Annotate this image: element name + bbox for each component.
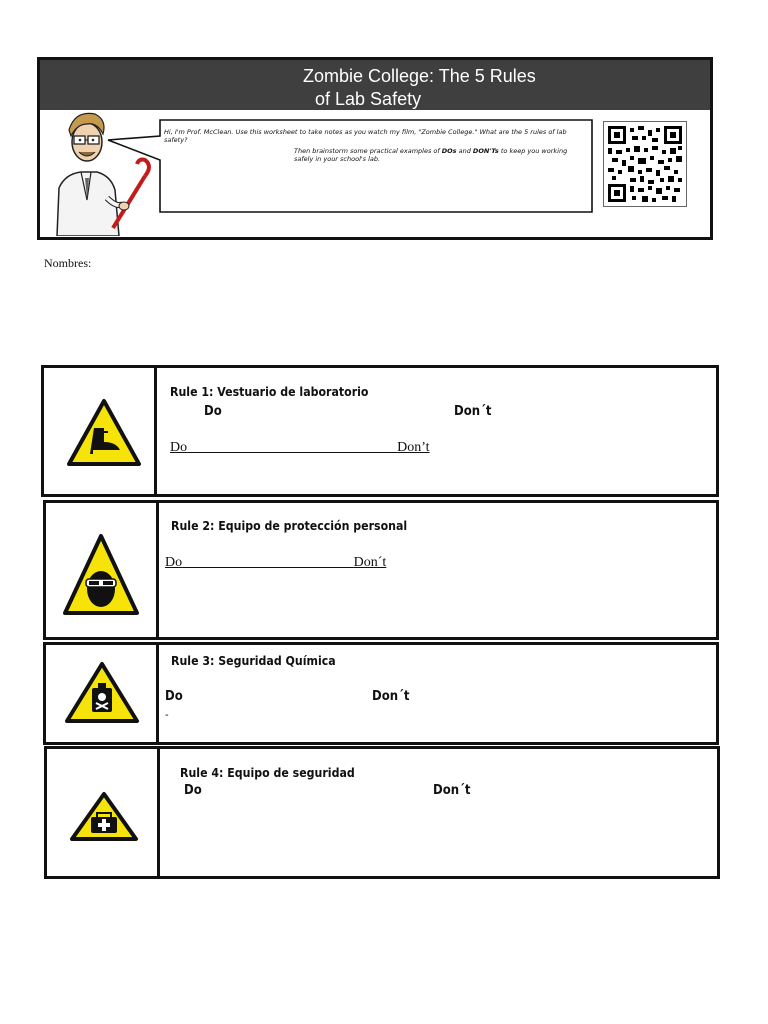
- rule-1-do-label: Do: [204, 404, 222, 419]
- intro-text: [164, 128, 584, 167]
- rule-4-icon-cell: [47, 749, 160, 876]
- rule-4-box: [44, 746, 720, 879]
- rule-1-icon-cell: [44, 368, 157, 494]
- title-bar: [40, 60, 710, 110]
- rule-3-dont-label: Don´t: [372, 689, 410, 704]
- intro-paragraph-1: Hi, I'm Prof. McClean. Use this worksheet to take notes as you watch my film, "Zombie College." What are the 5 rules of lab safety?: [164, 128, 567, 145]
- rule-1-box: [41, 365, 719, 497]
- worksheet-header: [37, 57, 713, 240]
- rule-3-icon-cell: [46, 645, 159, 742]
- title-line-2: of Lab Safety: [315, 89, 422, 109]
- goggles-warning-icon: [62, 533, 140, 617]
- boot-warning-icon: [66, 398, 142, 468]
- rule-1-notes-line[interactable]: Do Don’t: [170, 440, 430, 455]
- rule-2-box: [43, 500, 719, 640]
- poison-bottle-warning-icon: [64, 661, 140, 725]
- names-label: Nombres:: [44, 256, 92, 270]
- rule-1-dont-label: Don´t: [454, 404, 492, 419]
- rule-4-do-label: Do: [184, 783, 202, 798]
- rule-4-title: Rule 4: Equipo de seguridad: [180, 765, 355, 780]
- first-aid-kit-warning-icon: [69, 791, 139, 843]
- intro-paragraph-2-end: to keep you working safely in your school's lab.: [294, 147, 568, 164]
- qr-code-icon: [603, 121, 687, 207]
- rule-3-dash: -: [165, 709, 169, 721]
- intro-dos: DOs: [441, 147, 457, 156]
- intro-donts: DON'Ts: [472, 147, 499, 156]
- rule-3-do-label: Do: [165, 689, 183, 704]
- rule-2-title: Rule 2: Equipo de protección personal: [171, 518, 408, 533]
- rule-1-title: Rule 1: Vestuario de laboratorio: [170, 384, 369, 399]
- rule-3-box: [43, 642, 719, 745]
- intro-paragraph-2-start: Then brainstorm some practical examples of: [294, 147, 442, 156]
- intro-and: and: [456, 147, 473, 156]
- rule-4-dont-label: Don´t: [433, 783, 471, 798]
- rule-2-notes-line[interactable]: Do Don´t: [165, 555, 387, 570]
- rule-2-icon-cell: [46, 503, 159, 637]
- title-line-1: Zombie College: The 5 Rules: [303, 66, 536, 86]
- rule-3-title: Rule 3: Seguridad Química: [171, 653, 336, 668]
